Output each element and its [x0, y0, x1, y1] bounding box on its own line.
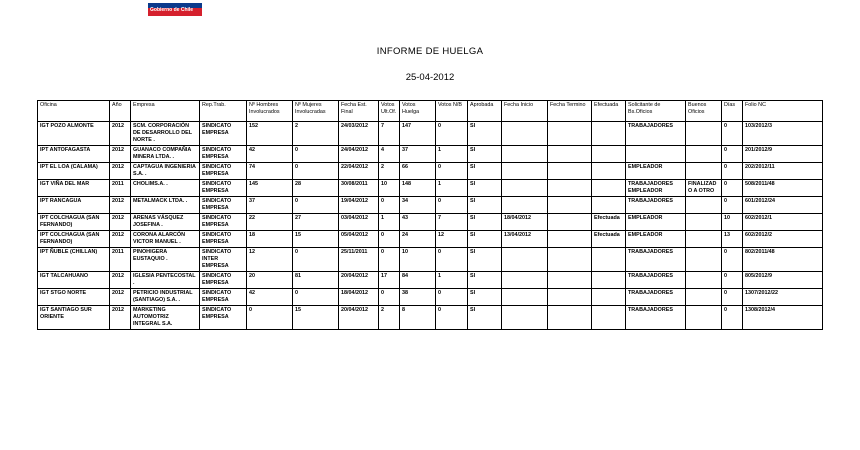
table-cell: 2011 [110, 180, 131, 197]
table-cell [592, 146, 626, 163]
table-cell: SI [468, 197, 502, 214]
table-cell [686, 146, 722, 163]
table-cell: 802/2011/48 [743, 248, 823, 272]
table-cell: 2012 [110, 122, 131, 146]
table-cell: SI [468, 306, 502, 330]
table-cell: 0 [379, 197, 400, 214]
column-header: Nº Mujeres Involucradas [293, 101, 339, 122]
table-cell [502, 122, 548, 146]
table-cell: 2012 [110, 231, 131, 248]
table-cell [502, 180, 548, 197]
table-cell: 805/2012/9 [743, 272, 823, 289]
table-cell: TRABAJADORES [626, 122, 686, 146]
table-cell: 201/2012/9 [743, 146, 823, 163]
table-cell [502, 272, 548, 289]
table-cell: IPT COLCHAGUA (SAN FERNANDO) [38, 231, 110, 248]
table-cell: 7 [436, 214, 468, 231]
table-cell: SINDICATO EMPRESA [200, 289, 247, 306]
table-cell: IGT TALCAHUANO [38, 272, 110, 289]
table-cell: IGT VIÑA DEL MAR [38, 180, 110, 197]
table-cell: SINDICATO EMPRESA [200, 163, 247, 180]
table-cell [548, 214, 592, 231]
table-cell: SINDICATO EMPRESA [200, 146, 247, 163]
table-cell: 22 [247, 214, 293, 231]
table-cell: 42 [247, 146, 293, 163]
table-cell: 0 [436, 248, 468, 272]
table-cell: 147 [400, 122, 436, 146]
table-cell: 84 [400, 272, 436, 289]
column-header: Fecha Est. Final [339, 101, 379, 122]
table-cell: IGT POZO ALMONTE [38, 122, 110, 146]
column-header: Votos N/B [436, 101, 468, 122]
table-cell: 602/2012/1 [743, 214, 823, 231]
table-cell: 66 [400, 163, 436, 180]
table-cell: 10 [379, 180, 400, 197]
table-cell: 0 [722, 180, 743, 197]
table-cell: 12 [436, 231, 468, 248]
table-cell: 19/04/2012 [339, 197, 379, 214]
table-cell: IPT COLCHAGUA (SAN FERNANDO) [38, 214, 110, 231]
table-cell: Efectuada [592, 231, 626, 248]
table-cell: 10 [400, 248, 436, 272]
column-header: Días [722, 101, 743, 122]
table-cell: 1307/2012/22 [743, 289, 823, 306]
table-cell: TRABAJADORES [626, 197, 686, 214]
table-cell: CAPTAGUA INGENIERIA S.A. . [131, 163, 200, 180]
table-cell: SI [468, 248, 502, 272]
table-cell [686, 163, 722, 180]
table-cell: 42 [247, 289, 293, 306]
table-cell [502, 248, 548, 272]
table-cell: SINDICATO EMPRESA [200, 231, 247, 248]
table-cell: 0 [293, 146, 339, 163]
table-cell [548, 231, 592, 248]
table-cell [686, 214, 722, 231]
table-cell: 0 [436, 163, 468, 180]
table-cell: 18/04/2012 [502, 214, 548, 231]
table-cell: SI [468, 146, 502, 163]
table-cell: EMPLEADOR [626, 163, 686, 180]
table-cell [686, 122, 722, 146]
column-header: Rep.Trab. [200, 101, 247, 122]
table-cell: 24/03/2012 [339, 122, 379, 146]
table-cell [592, 248, 626, 272]
table-cell [502, 306, 548, 330]
column-header: Nº Hombres Involucrados [247, 101, 293, 122]
table-cell: 0 [293, 289, 339, 306]
table-cell: CHOLIMS.A. . [131, 180, 200, 197]
table-cell: SI [468, 231, 502, 248]
table-cell [626, 146, 686, 163]
table-cell [548, 197, 592, 214]
report-title: INFORME DE HUELGA [376, 46, 484, 57]
table-cell: 0 [247, 306, 293, 330]
table-cell: 37 [400, 146, 436, 163]
table-row [38, 272, 823, 289]
logo-text: Gobierno de Chile [150, 7, 194, 13]
table-cell: 34 [400, 197, 436, 214]
table-cell: 8 [400, 306, 436, 330]
table-cell: 2012 [110, 146, 131, 163]
table-cell: IGT STGO NORTE [38, 289, 110, 306]
table-cell: 2012 [110, 306, 131, 330]
table-cell: IGLESIA PENTECOSTAL . [131, 272, 200, 289]
table-cell: Efectuada [592, 214, 626, 231]
table-row [38, 122, 823, 146]
table-cell: SI [468, 272, 502, 289]
table-cell [592, 306, 626, 330]
table-cell: TRABAJADORES [626, 272, 686, 289]
table-cell [548, 272, 592, 289]
table-cell: TRABAJADORES [626, 306, 686, 330]
table-cell: SI [468, 122, 502, 146]
table-cell: SI [468, 180, 502, 197]
table-cell: 0 [722, 146, 743, 163]
table-cell [548, 180, 592, 197]
table-row [38, 248, 823, 272]
table-cell [548, 122, 592, 146]
column-header: Aprobada [468, 101, 502, 122]
table-cell: 1308/2012/4 [743, 306, 823, 330]
table-cell: 4 [379, 146, 400, 163]
table-cell: TRABAJADORES [626, 248, 686, 272]
table-cell: SCM. CORPORACIÓN DE DESARROLLO DEL NORTE . [131, 122, 200, 146]
table-cell: 17 [379, 272, 400, 289]
table-cell [502, 289, 548, 306]
table-cell: 22/04/2012 [339, 163, 379, 180]
table-cell: 2012 [110, 272, 131, 289]
table-cell: 0 [379, 248, 400, 272]
table-cell [592, 163, 626, 180]
table-cell: 25/11/2011 [339, 248, 379, 272]
table-cell: 18 [247, 231, 293, 248]
table-cell [502, 146, 548, 163]
table-cell: SINDICATO EMPRESA [200, 272, 247, 289]
table-cell: 74 [247, 163, 293, 180]
table-row [38, 214, 823, 231]
table-row [38, 231, 823, 248]
table-cell: 0 [436, 289, 468, 306]
table-cell: 10 [722, 214, 743, 231]
table-row [38, 289, 823, 306]
table-cell: 05/04/2012 [339, 231, 379, 248]
table-cell: 13 [722, 231, 743, 248]
table-cell: 0 [293, 163, 339, 180]
column-header: Buenos Oficios [686, 101, 722, 122]
table-cell: 0 [722, 248, 743, 272]
table-cell [686, 289, 722, 306]
column-header: Votos Ult.Of. [379, 101, 400, 122]
table-cell: 508/2011/48 [743, 180, 823, 197]
table-cell: 20/04/2012 [339, 306, 379, 330]
table-cell: 20/04/2012 [339, 272, 379, 289]
table-cell: 0 [722, 289, 743, 306]
table-cell: 03/04/2012 [339, 214, 379, 231]
column-header: Año [110, 101, 131, 122]
report-date: 25-04-2012 [405, 72, 455, 83]
table-cell: SI [468, 214, 502, 231]
table-cell: 0 [722, 163, 743, 180]
table-cell: 7 [379, 122, 400, 146]
column-header: Efectuada [592, 101, 626, 122]
table-cell [592, 289, 626, 306]
table-cell: 0 [722, 272, 743, 289]
table-cell: 13/04/2012 [502, 231, 548, 248]
table-cell [686, 306, 722, 330]
table-cell: 0 [379, 231, 400, 248]
table-cell: 145 [247, 180, 293, 197]
table-row [38, 197, 823, 214]
table-cell: 0 [293, 197, 339, 214]
table-cell: 24 [400, 231, 436, 248]
table-cell: 43 [400, 214, 436, 231]
table-cell: SI [468, 289, 502, 306]
table-cell: 18/04/2012 [339, 289, 379, 306]
table-header-row [38, 101, 823, 122]
table-cell [548, 146, 592, 163]
table-cell: SI [468, 163, 502, 180]
table-cell: 2012 [110, 214, 131, 231]
table-cell: 0 [379, 289, 400, 306]
table-row [38, 180, 823, 197]
table-cell: TRABAJADORES EMPLEADOR [626, 180, 686, 197]
table-cell [548, 289, 592, 306]
table-row [38, 146, 823, 163]
table-cell [686, 248, 722, 272]
table-cell [592, 122, 626, 146]
table-cell: 38 [400, 289, 436, 306]
table-cell: 20 [247, 272, 293, 289]
table-cell: 1 [379, 214, 400, 231]
column-header: Solicitante de Bs.Oficios [626, 101, 686, 122]
table-cell: EMPLEADOR [626, 231, 686, 248]
table-cell: 2 [379, 306, 400, 330]
table-cell: SINDICATO EMPRESA [200, 122, 247, 146]
table-cell: SINDICATO EMPRESA [200, 197, 247, 214]
table-cell: 81 [293, 272, 339, 289]
column-header: Empresa [131, 101, 200, 122]
table-cell: 0 [722, 122, 743, 146]
table-cell: EMPLEADOR [626, 214, 686, 231]
table-cell: 103/2012/3 [743, 122, 823, 146]
table-cell [548, 306, 592, 330]
table-cell: 27 [293, 214, 339, 231]
table-cell: 0 [722, 197, 743, 214]
table-cell: SINDICATO EMPRESA [200, 306, 247, 330]
column-header: Oficina [38, 101, 110, 122]
table-cell: PINOHIGERA EUSTAQUIO . [131, 248, 200, 272]
column-header: Votos Huelga [400, 101, 436, 122]
table-cell: 15 [293, 306, 339, 330]
column-header: Fecha Inicio [502, 101, 548, 122]
table-cell: 24/04/2012 [339, 146, 379, 163]
table-cell: 30/08/2011 [339, 180, 379, 197]
strike-report-table [37, 100, 823, 330]
table-cell: 28 [293, 180, 339, 197]
table-cell: FINALIZADO A OTRO [686, 180, 722, 197]
table-cell: 0 [722, 306, 743, 330]
table-cell: SINDICATO EMPRESA [200, 180, 247, 197]
table-cell: 0 [293, 248, 339, 272]
table-cell: ARENAS VÁSQUEZ JOSEFINA . [131, 214, 200, 231]
table-cell: IPT ÑUBLE (CHILLAN) [38, 248, 110, 272]
table-row [38, 163, 823, 180]
table-cell [686, 197, 722, 214]
table-cell: 601/2012/24 [743, 197, 823, 214]
table-cell: 12 [247, 248, 293, 272]
table-cell: 602/2012/2 [743, 231, 823, 248]
table-cell: IPT ANTOFAGASTA [38, 146, 110, 163]
table-cell: IGT SANTIAGO SUR ORIENTE [38, 306, 110, 330]
table-cell [686, 272, 722, 289]
table-cell: SINDICATO INTER EMPRESA [200, 248, 247, 272]
table-cell: 0 [436, 197, 468, 214]
table-cell [548, 163, 592, 180]
table-cell [592, 197, 626, 214]
table-cell: IPT EL LOA (CALAMA) [38, 163, 110, 180]
table-cell: 2012 [110, 197, 131, 214]
table-cell: 2011 [110, 248, 131, 272]
table-cell: SINDICATO EMPRESA [200, 214, 247, 231]
table-cell: 148 [400, 180, 436, 197]
table-cell: 2 [379, 163, 400, 180]
table-cell [592, 180, 626, 197]
table-cell: 0 [436, 306, 468, 330]
table-cell: 15 [293, 231, 339, 248]
column-header: Fecha Termino [548, 101, 592, 122]
table-cell: PETRICIO INDUSTRIAL (SANTIAGO) S.A. . [131, 289, 200, 306]
table-cell: 0 [436, 122, 468, 146]
table-cell [502, 163, 548, 180]
table-cell: IPT RANCAGUA [38, 197, 110, 214]
table-cell [502, 197, 548, 214]
table-cell: MARKETING AUTOMOTRIZ INTEGRAL S.A. [131, 306, 200, 330]
table-cell: 202/2012/11 [743, 163, 823, 180]
table-cell [686, 231, 722, 248]
table-cell [592, 272, 626, 289]
table-cell: TRABAJADORES [626, 289, 686, 306]
table-cell: 2012 [110, 163, 131, 180]
table-cell: 2 [293, 122, 339, 146]
table-cell: CORONA ALARCÓN VICTOR MANUEL . [131, 231, 200, 248]
table-cell: 1 [436, 146, 468, 163]
table-cell: 2012 [110, 289, 131, 306]
table-cell: METALMACK LTDA. . [131, 197, 200, 214]
table-cell: GUANACO COMPAÑIA MINERA LTDA. . [131, 146, 200, 163]
table-cell: 37 [247, 197, 293, 214]
table-cell: 152 [247, 122, 293, 146]
column-header: Folio NC [743, 101, 823, 122]
table-cell: 1 [436, 180, 468, 197]
table-cell [548, 248, 592, 272]
table-cell: 1 [436, 272, 468, 289]
table-row [38, 306, 823, 330]
